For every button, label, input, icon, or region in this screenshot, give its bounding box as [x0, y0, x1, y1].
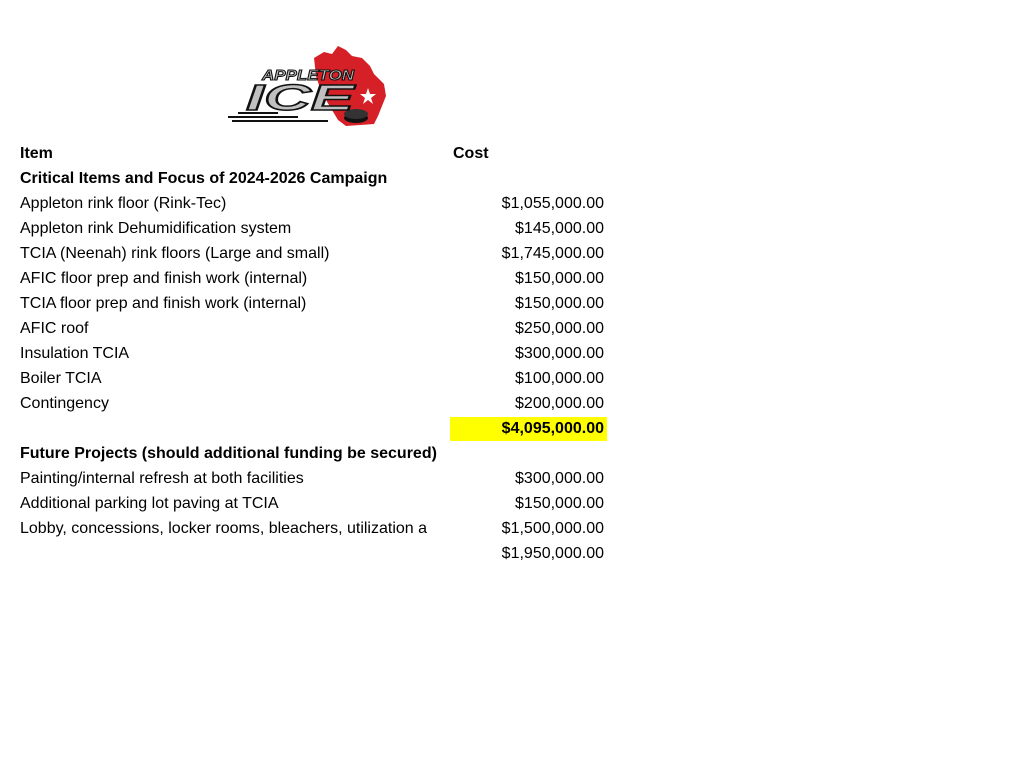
section-heading-critical: [20, 166, 620, 191]
cost-cell: $1,745,000.00: [501, 245, 604, 262]
budget-table: [20, 141, 620, 566]
table-row: [20, 466, 620, 491]
item-cell: Appleton rink floor (Rink-Tec): [20, 195, 227, 212]
cost-cell: $1,500,000.00: [501, 520, 604, 537]
cost-cell: $1,055,000.00: [501, 195, 604, 212]
cost-cell: $300,000.00: [515, 470, 604, 487]
cost-column-header: Cost: [453, 145, 489, 162]
table-row: [20, 266, 620, 291]
item-cell: AFIC roof: [20, 320, 89, 337]
item-cell: TCIA (Neenah) rink floors (Large and small): [20, 245, 330, 262]
future-total-row: [20, 541, 620, 566]
cost-cell: $300,000.00: [515, 345, 604, 362]
table-row: [20, 191, 620, 216]
cost-cell: $150,000.00: [515, 495, 604, 512]
item-cell: AFIC floor prep and finish work (internal): [20, 270, 308, 287]
item-cell: Painting/internal refresh at both facilities: [20, 470, 304, 487]
item-cell: Contingency: [20, 395, 109, 412]
cost-cell: $200,000.00: [515, 395, 604, 412]
logo-text-appleton: APPLETON: [260, 67, 356, 84]
critical-total-row: [20, 416, 620, 441]
item-column-header: Item: [20, 145, 53, 162]
section-title: Critical Items and Focus of 2024-2026 Campaign: [20, 170, 388, 187]
cost-cell: $145,000.00: [515, 220, 604, 237]
item-cell: Insulation TCIA: [20, 345, 130, 362]
cost-cell: $100,000.00: [515, 370, 604, 387]
cost-cell: $150,000.00: [515, 270, 604, 287]
item-cell: TCIA floor prep and finish work (internal): [20, 295, 307, 312]
item-cell: Appleton rink Dehumidification system: [20, 220, 292, 237]
section-heading-future: [20, 441, 620, 466]
table-row: [20, 241, 620, 266]
table-header-row: [20, 141, 620, 166]
table-row: [20, 366, 620, 391]
table-row: [20, 391, 620, 416]
item-cell: Additional parking lot paving at TCIA: [20, 495, 279, 512]
table-row: [20, 341, 620, 366]
item-cell: Boiler TCIA: [20, 370, 102, 387]
table-row: [20, 516, 620, 541]
cost-cell: $150,000.00: [515, 295, 604, 312]
table-row: [20, 491, 620, 516]
section-title: Future Projects (should additional funding be secured): [20, 445, 437, 462]
table-row: [20, 316, 620, 341]
future-total-cell: $1,950,000.00: [501, 545, 604, 562]
cost-cell: $250,000.00: [515, 320, 604, 337]
logo-text-ice: ICE: [246, 77, 356, 118]
table-row: [20, 216, 620, 241]
appleton-ice-logo: [228, 44, 393, 128]
critical-total-cell: $4,095,000.00: [501, 420, 604, 437]
table-row: [20, 291, 620, 316]
item-cell: Lobby, concessions, locker rooms, bleachers, utilization a: [20, 520, 428, 537]
